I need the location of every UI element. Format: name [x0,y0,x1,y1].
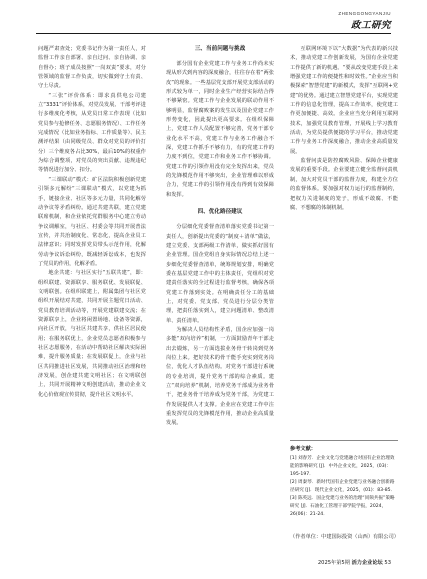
column-middle [166,45,274,429]
paragraph: “三课联动”模式：矿区法院积极创新党建引领多元解纷“三课联动”模式，以党建为抓手，链接企业、社区等多元力量，共同化解劳动争议等矛盾纠纷。通过共建共联，建立党建联席机制，和企业依托党群服务中心建立劳动争议调解室，与社区、村委会等共同开展普法宣传，并共治制度化、常态化，提高企业员工法律意识；同时发挥党员带头示范作用，化解劳动争议诉讼纠纷，既减轻诉讼成本，也发挥了党员的作用，化解矛盾。 [38,176,146,267]
reference-item: [3] 陈英远．国企党建与业务的治理“同频共振”策略研究 [J]．石油化工管理干部学院学报，2024，26(06)：21-24． [290,496,395,517]
paragraph: 为解决人员结构性矛盾，国企应加强一岗多能“双向培养”机制，一方面鼓励青年干部走出去锻炼，另一方面选拔业务骨干转岗到党务岗位上来。把好技术的骨干能手充实到党务岗位，优化人才队伍结构。对党务干部进行系统的专业培训，提升党务干部的综合素质。建立“双向培养”机制，培养党务干部成为业务骨干，把业务骨干培养成为党务干部，为党建工作发展提供人才支撑。企业应在党建工作中注重发挥党员的先锋模范作用，推动企业高质量发展。 [166,326,274,427]
header-pinyin: ZHENGGONGYANJIU [338,11,391,16]
column-left [38,45,146,400]
reference-item: [1] 刘春芳．企业文化与党建融合对国有企业治理效能的影响研究 [J]．中外企业文化，2025，(03)：195-197． [290,456,395,477]
paragraph: 地企共建：与社区实行“五联共建”，即：组织联建、资源联享、服务联优、发展联促、文明联创。在组织联建上，附属集团与社区党组织开展结对共建，共同开展主题党日活动、党员教育培训活动等，开展党建联建交流；在资源联享上，企业将闲置场地、设备等资源，向社区开放，与社区共建共享，供社区居民使用；在服务联优上，企业党员志愿者积极参与社区志愿服务，在活动中帮助社区解决实际困难，提升服务质量；在发展联促上，企业与社区共同推进社区发展，共同推动社区治理和经济发展，创企建共建文明社区；在文明联创上，共同开展精神文明创建活动，推动企业文化心价值观宣传贯彻，提升社区文明水平。 [38,270,146,398]
section-heading: 四、优化路径建议 [197,209,243,216]
header-rule [36,33,391,34]
footer-issue: 2025年第5期 [317,560,350,566]
paragraph: 互联网环境下以“大数据”为代表的新兴技术，推动党建工作创新发展，为国有企业党建工作提供了新的机遇。“要从改变党建手段上来增强党建工作的便捷性和时效性。”企业应当积极探索“智慧党建”的新模式，发挥“互联网+党建”的优势。通过建立智慧党建平台，实现党建工作的信息化管理，提高工作效率，使党建工作更加便捷、高效。企业应当充分利用互联网技术，加强党员教育管理，开展线上学习教育活动，为党员提供便捷的学习平台，推动党建工作与业务工作深度融合，推动企业高质量发展。 [290,46,398,155]
paragraph: 部分国有企业党建工作与业务工作尚未实现从形式到内容的深度融合，往往存在着“两张皮”的现象。一些基层党支部开展党支部活动的形式较为单一，同时企业生产经营实际结合得不够紧密。党建工作与企业发展的联动作用不够明显，监督腐败案的发生以及国企党建工作形势变化，因此提出更高要求。在组织保障上，党建工作人员配置不够完善，党务干部专业化水平不高，党建工作与业务工作融合不深，党建工作抓手不够有力，有的党建工作的力度不到位，党建工作和业务工作不够协调。党建工作的引领作用没有完全发挥出来，党员的先锋模范作用不够突出，企业管理难以形成合力，党建工作的引领作用没有得到有效保障和发挥。 [166,61,274,198]
paragraph: 问题严肃查处；党委书记作为第一责任人，对监督工作亲自部署、亲自过问、亲自协调、亲自督办；班子成员按照“一岗双责”要求，对分管领域的监督工作负责，切实做到守土有责、守土尽责。 [38,46,146,90]
author-affiliation: （作者单位：中建国际投资（山西）有限公司） [290,534,399,540]
page-number: 53 [384,560,391,566]
section-heading: 三、当前问题与挑战 [194,46,246,52]
references-title: 参考文献： [290,446,316,452]
paragraph: 监督问责是防控腐败风险、保障企业健康发展的重要手段。企业要建立健全监督问责机制，加大对党员干部的监督力度，构建全方位的监督体系。要加强对权力运行的监督制约，把权力关进制度的笼子，形成不敢腐、不能腐、不想腐的体制机制。 [290,158,398,211]
paragraph: 分层细化党委督查清单落实党委书记第一责任人，创新提出党委的“制度＋清单”做法，建立党委、支部两级工作清单，做实抓好国有企业管理。国企党组自身实际情况总结上述一步细化党委督查清单，统筹规划安排，明确党委在基层党建工作中的主体责任，党组织对党建责任落实的全过程进行监督考核，确保各项党建工作落到实处。在明确责任分工的基础上，对党委、党支部、党员进行分层分类管理，把责任落实到人，建立问题清单、整改清单、责任清单。 [166,224,274,324]
page-footer [318,559,391,566]
paragraph: “三张”评价体系：即求真供电公司建立“3331”评价体系，对党员发展、干部考评进行多维度化考核，从党员日常工作表现（比如党员参与抢修任务、志愿服务情况）、工作任务完成情况（比如业务指标、工作质量等）、民主测评结果（由同级党员、群众对党员的评价打分）三个维度各占比30%，最后10%的权重作为综合调整项，对党员的突出贡献、违规违纪等情况进行加分、扣分。 [38,92,146,174]
reference-item: [2] 周秦琴．新时代国有企业党建与业务融合创新路径研究 [J]．现代企业文化，2025，(01)：83-85． [290,480,396,493]
footer-journal: 活力企业论坛 [351,560,383,566]
column-right [290,45,398,213]
header-section-title: 政工研究 [350,20,391,31]
references [290,440,398,519]
